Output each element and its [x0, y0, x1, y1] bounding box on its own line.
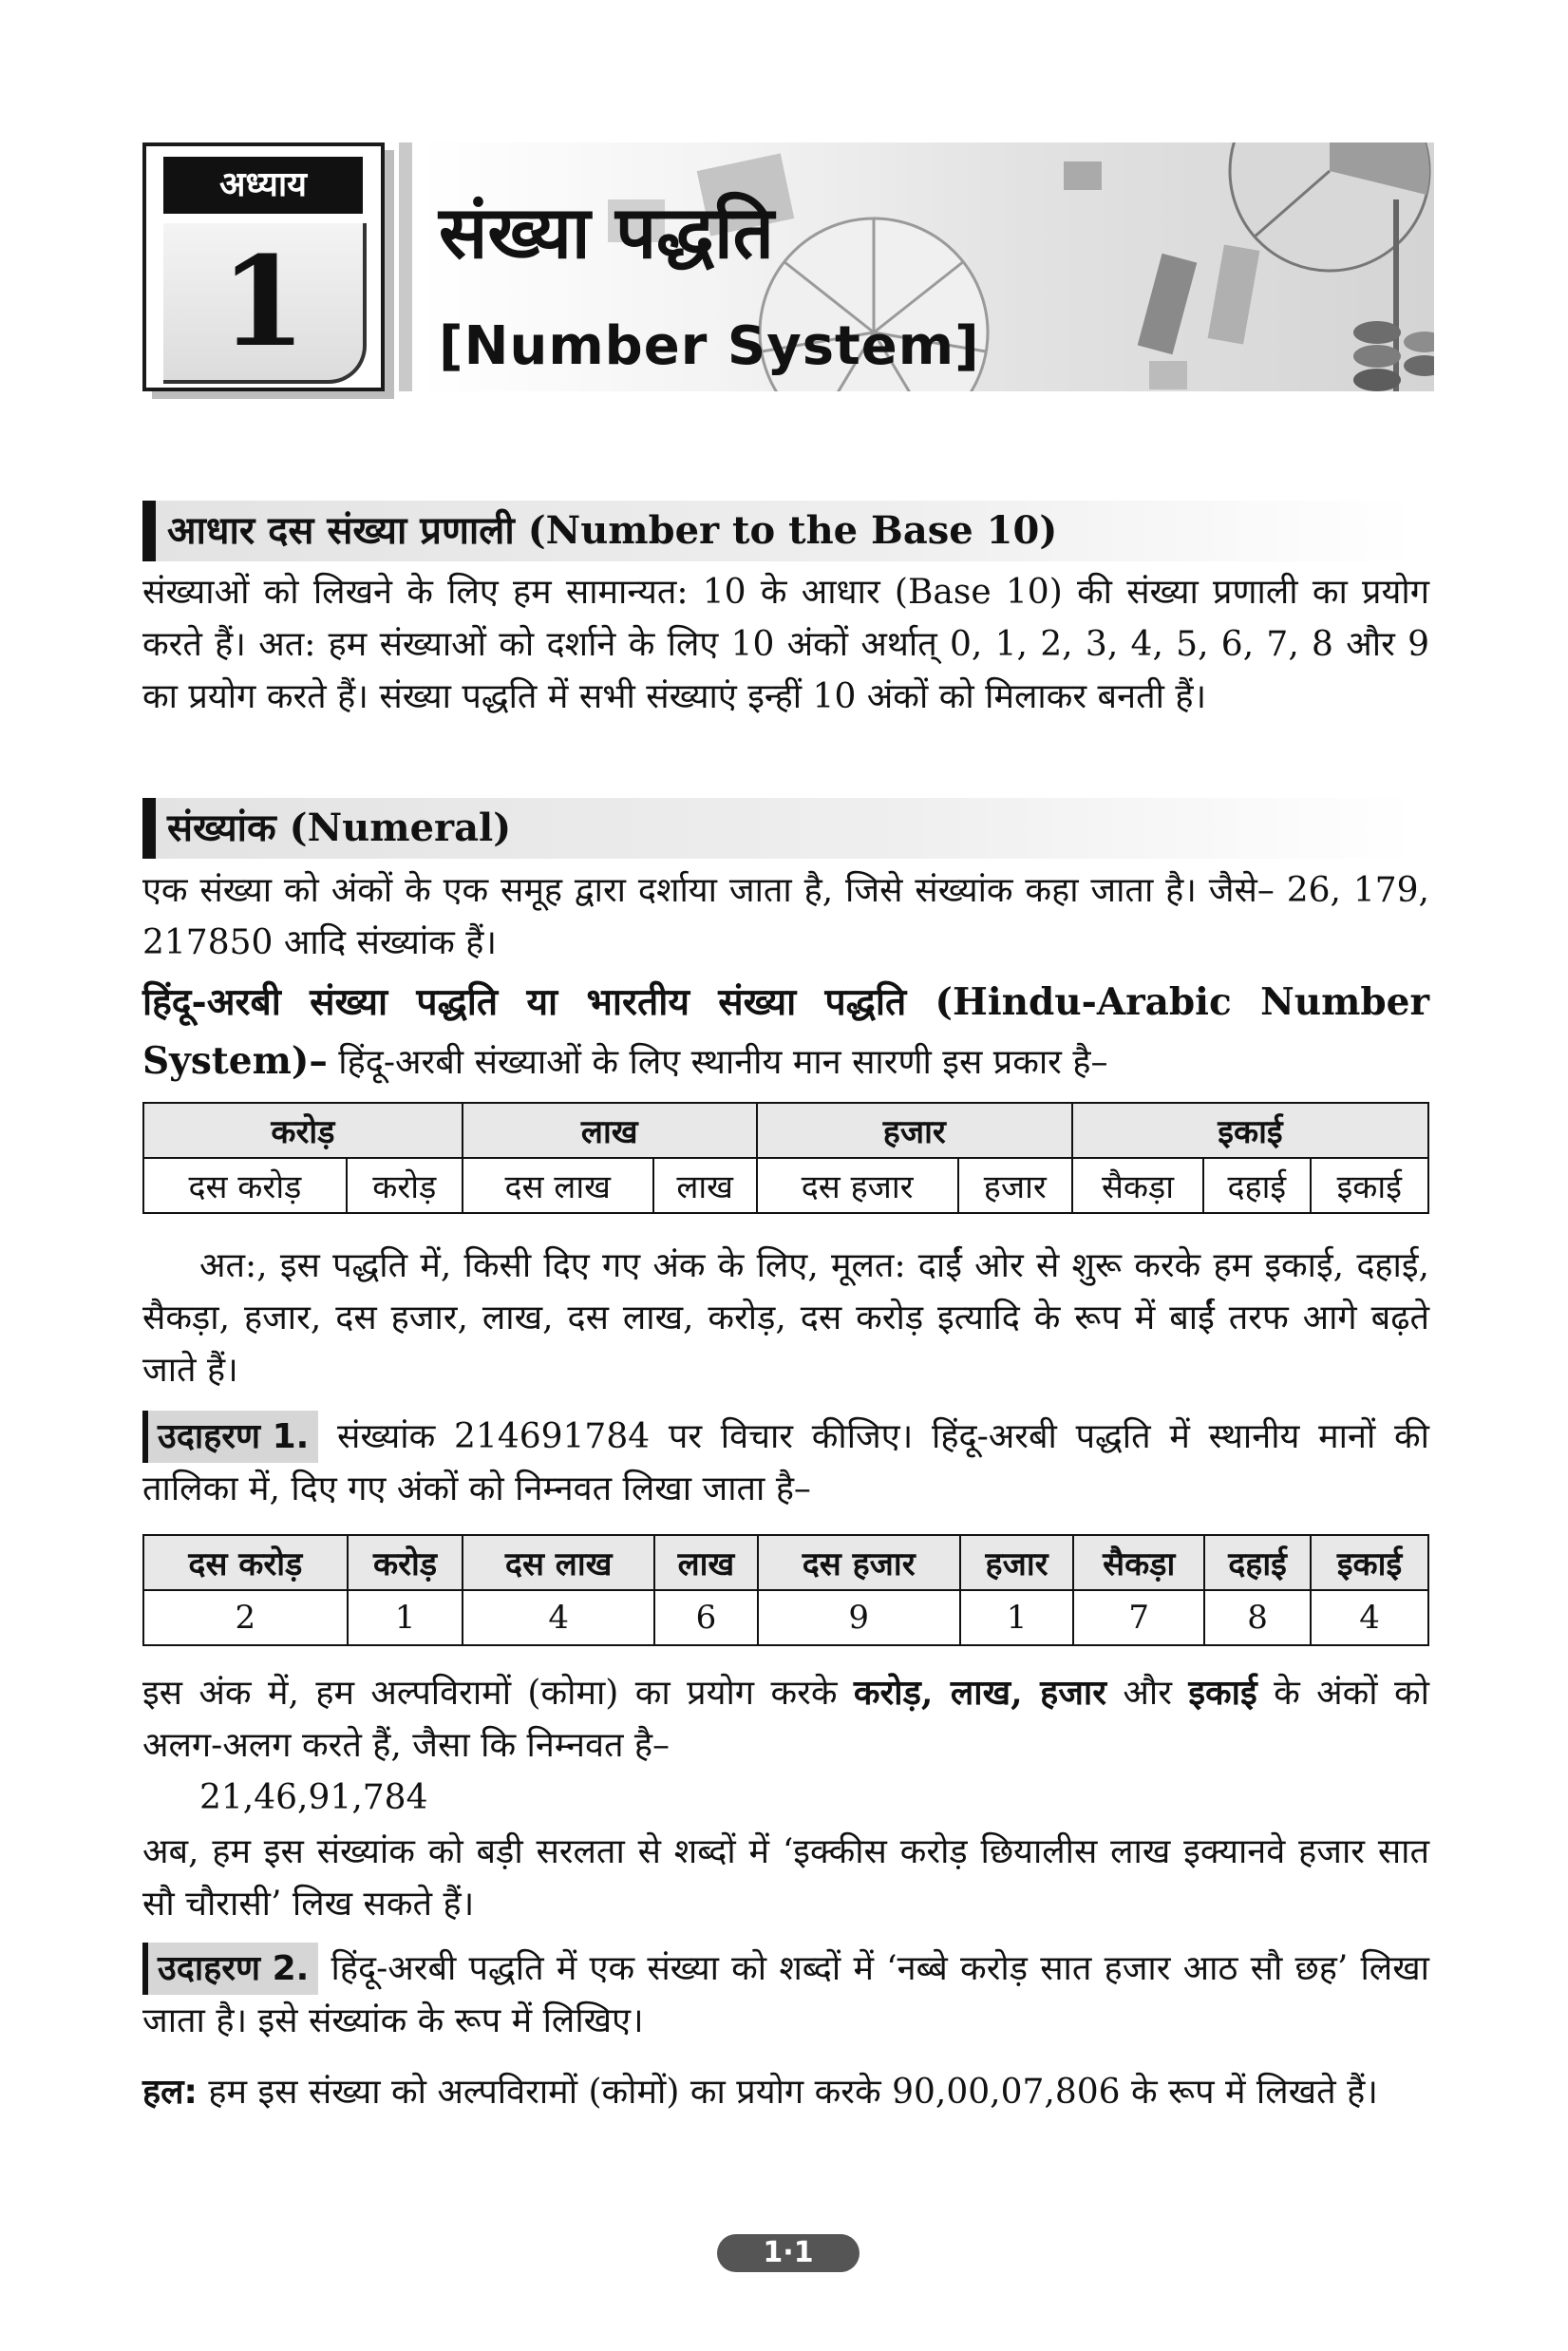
table-cell: हजार [958, 1158, 1072, 1213]
table-cell: 8 [1204, 1590, 1311, 1645]
section-heading-english: (Numeral) [289, 806, 512, 850]
table-cell: दहाई [1203, 1158, 1311, 1213]
section-heading-hindi: संख्यांक [167, 806, 276, 850]
example-digit-table [142, 1534, 1429, 1646]
subheading-rest: हिंदू-अरबी संख्याओं के लिए स्थानीय मान सारणी इस प्रकार है– [338, 1043, 1108, 1082]
table-cell: 7 [1073, 1590, 1204, 1645]
table-header: करोड़ [348, 1535, 463, 1590]
paragraph-numeral: एक संख्या को अंकों के एक समूह द्वारा दर्शाया जाता है, जिसे संख्यांक कहा जाता है। जैसे– 26, 179, 217850 आदि संख्यांक हैं। [142, 871, 1429, 962]
table-group-row [143, 1103, 1428, 1158]
table-cell: करोड़ [347, 1158, 463, 1213]
table-cell: दस करोड़ [143, 1158, 347, 1213]
section-heading-base10 [142, 501, 1415, 561]
table-cell: लाख [653, 1158, 757, 1213]
example-1 [142, 1411, 1429, 1515]
section-heading-english: (Number to the Base 10) [527, 508, 1058, 553]
table-header: लाख [654, 1535, 758, 1590]
example-2 [142, 1943, 1429, 2047]
chapter-title-english: [Number System] [439, 315, 980, 377]
example-label: उदाहरण 2. [142, 1943, 318, 1995]
chapter-label: अध्याय [163, 157, 363, 214]
section-heading-hindi: आधार दस संख्या प्रणाली [167, 509, 515, 553]
paragraph-number-words: अब, हम इस संख्यांक को बड़ी सरलता से शब्दों में ‘इक्कीस करोड़ छियालीस लाख इक्यानवे हजार सात सौ चौरासी’ लिख सकते हैं। [142, 1832, 1429, 1924]
header-divider [399, 142, 412, 391]
paragraph-comma-usage [142, 1667, 1429, 1772]
table-header: हजार [960, 1535, 1074, 1590]
table-cell: 1 [960, 1590, 1074, 1645]
table-cell: सैकड़ा [1072, 1158, 1203, 1213]
place-value-table [142, 1102, 1429, 1214]
formatted-number: 21,46,91,784 [199, 1778, 428, 1817]
page-number: 1·1 [717, 2234, 860, 2272]
example-label: उदाहरण 1. [142, 1411, 318, 1463]
table-header: दस हजार [758, 1535, 960, 1590]
table-header: दस लाख [463, 1535, 654, 1590]
table-digit-row [143, 1590, 1428, 1645]
table-place-row [143, 1158, 1428, 1213]
table-group-header: करोड़ [143, 1103, 463, 1158]
table-cell: 6 [654, 1590, 758, 1645]
comma-text-bold-2: इकाई [1188, 1673, 1257, 1713]
table-cell: 4 [1311, 1590, 1428, 1645]
table-cell: 9 [758, 1590, 960, 1645]
solution-text: हम इस संख्या को अल्पविरामों (कोमों) का प्रयोग करके 90,00,07,806 के रूप में लिखते हैं। [208, 2073, 1378, 2112]
comma-text-b: और [1105, 1674, 1189, 1713]
table-cell: दस लाख [463, 1158, 653, 1213]
table-header: दस करोड़ [143, 1535, 348, 1590]
table-cell: 4 [463, 1590, 654, 1645]
paragraph-base10: संख्याओं को लिखने के लिए हम सामान्यत: 10 के आधार (Base 10) की संख्या प्रणाली का प्रयोग करते हैं। अत: हम संख्याओं को दर्शाने के लिए 10 अंकों अर्थात् 0, 1, 2, 3, 4, 5, 6, 7, 8 और 9 का प्रयोग करते हैं। संख्या पद्धति में सभी संख्याएं इन्हीं 10 अंकों को मिलाकर बनती हैं। [142, 573, 1429, 716]
table-cell: 2 [143, 1590, 348, 1645]
table-header: सैकड़ा [1073, 1535, 1204, 1590]
table-header: दहाई [1204, 1535, 1311, 1590]
table-cell: 1 [348, 1590, 463, 1645]
table-cell: इकाई [1311, 1158, 1428, 1213]
subheading-hindu-arabic [142, 974, 1429, 1091]
example-text: संख्यांक 214691784 पर विचार कीजिए। हिंदू-अरबी पद्धति में स्थानीय मानों की तालिका में, दिए गए अंकों को निम्नवत लिखा जाता है– [142, 1417, 1429, 1508]
section-heading-numeral [142, 798, 1415, 859]
comma-text-bold-1: करोड़, लाख, हजार [853, 1673, 1106, 1713]
table-group-header: हजार [757, 1103, 1072, 1158]
comma-text-a: इस अंक में, हम अल्पविरामों (कोमा) का प्रयोग करके [142, 1674, 854, 1713]
chapter-title-hindi: संख्या पद्धति [439, 190, 774, 275]
solution-label: हल: [142, 2073, 198, 2112]
paragraph-explanation: अत:, इस पद्धति में, किसी दिए गए अंक के लिए, मूलत: दाईं ओर से शुरू करके हम इकाई, दहाई, सैकड़ा, हजार, दस हजार, लाख, दस लाख, करोड़, दस करोड़ इत्यादि के रूप में बाईं तरफ आगे बढ़ते जाते हैं। [142, 1246, 1429, 1390]
comma-text-c: के अंकों को अलग-अलग करते हैं, जैसा कि निम्नवत है– [142, 1674, 1429, 1765]
table-group-header: लाख [463, 1103, 757, 1158]
example-text: हिंदू-अरबी पद्धति में एक संख्या को शब्दों में ‘नब्बे करोड़ सात हजार आठ सौ छह’ लिखा जाता है। इसे संख्यांक के रूप में लिखिए। [142, 1949, 1429, 2040]
chapter-number: 1 [219, 229, 307, 374]
subheading-bold: हिंदू-अरबी संख्या पद्धति या भारतीय संख्या पद्धति (Hindu-Arabic Number System)– [142, 980, 1429, 1083]
table-header-row [143, 1535, 1428, 1590]
table-header: इकाई [1311, 1535, 1428, 1590]
pie-chart-icon [1230, 142, 1429, 271]
table-cell: दस हजार [757, 1158, 958, 1213]
solution [142, 2066, 1429, 2118]
table-group-header: इकाई [1072, 1103, 1428, 1158]
